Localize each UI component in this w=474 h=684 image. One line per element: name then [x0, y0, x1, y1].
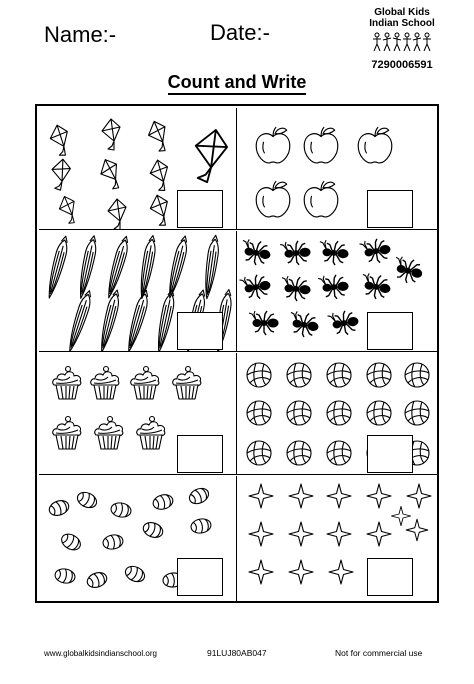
- exercise-cell-balls: [237, 353, 437, 475]
- apple-icon: [304, 181, 338, 217]
- kite-icon: [102, 119, 120, 150]
- apple-icon: [256, 127, 290, 163]
- cupcake-icon: [91, 367, 119, 400]
- star-icon: [406, 519, 428, 541]
- exercise-cell-apples: [237, 108, 437, 230]
- beach-ball-icon: [327, 441, 351, 465]
- egg-icon: [85, 570, 109, 590]
- exercise-cell-cupcakes: [39, 353, 237, 475]
- star-icon: [329, 560, 353, 584]
- answer-box-eggs[interactable]: [177, 558, 223, 596]
- beach-ball-icon: [247, 441, 271, 465]
- answer-box-apples[interactable]: [367, 190, 413, 228]
- cupcake-icon: [173, 367, 201, 400]
- cupcake-icon: [53, 367, 81, 400]
- star-icon: [249, 560, 273, 584]
- worksheet-title: [0, 72, 474, 93]
- okra-icon: [97, 289, 122, 352]
- cupcake-icon: [53, 417, 81, 450]
- okra-icon: [154, 289, 177, 352]
- star-icon: [327, 484, 351, 508]
- okra-icon: [165, 235, 190, 300]
- egg-icon: [152, 493, 175, 512]
- egg-icon: [102, 533, 124, 550]
- ant-icon: [318, 274, 349, 300]
- footer-code: 91LUJ80AB047: [207, 648, 267, 658]
- exercise-cell-ants: [237, 231, 437, 352]
- answer-box-cupcakes[interactable]: [177, 435, 223, 473]
- cupcake-icon: [95, 417, 123, 450]
- kite-icon: [48, 124, 71, 158]
- beach-ball-icon: [287, 363, 311, 387]
- ant-icon: [239, 273, 272, 302]
- beach-ball-icon: [287, 441, 311, 465]
- ant-icon: [239, 238, 272, 267]
- beach-ball-icon: [247, 363, 271, 387]
- ant-icon: [390, 255, 424, 286]
- star-icon: [367, 522, 391, 546]
- star-icon: [367, 484, 391, 508]
- egg-icon: [75, 489, 99, 510]
- answer-box-balls[interactable]: [367, 435, 413, 473]
- school-name-line1: Global Kids: [374, 7, 430, 18]
- answer-box-ants[interactable]: [367, 312, 413, 350]
- school-name: [362, 7, 442, 29]
- kite-icon: [149, 159, 171, 192]
- egg-icon: [187, 485, 211, 506]
- beach-ball-icon: [367, 401, 391, 425]
- beach-ball-icon: [405, 363, 429, 387]
- ant-icon: [280, 240, 311, 266]
- beach-ball-icon: [247, 401, 271, 425]
- exercise-cell-okra: [39, 231, 237, 352]
- okra-icon: [202, 235, 221, 300]
- ant-icon: [318, 240, 349, 266]
- kids-logo-icon: [372, 31, 432, 53]
- egg-icon: [123, 563, 147, 584]
- egg-icon: [47, 498, 71, 518]
- answer-box-stars[interactable]: [367, 558, 413, 596]
- okra-icon: [137, 235, 158, 300]
- beach-ball-icon: [327, 363, 351, 387]
- apple-icon: [256, 181, 290, 217]
- beach-ball-icon: [287, 401, 311, 425]
- egg-icon: [190, 517, 212, 534]
- beach-ball-icon: [367, 363, 391, 387]
- ant-icon: [327, 309, 360, 338]
- beach-ball-icon: [327, 401, 351, 425]
- kite-icon: [108, 199, 126, 230]
- ant-icon: [359, 237, 392, 266]
- egg-icon: [59, 531, 83, 553]
- name-label: Name:-: [44, 22, 117, 47]
- exercise-cell-kites: [39, 108, 237, 230]
- cupcake-icon: [137, 417, 165, 450]
- kite-icon: [57, 194, 80, 225]
- egg-icon: [141, 520, 165, 540]
- star-icon: [289, 484, 313, 508]
- kite-icon: [145, 119, 170, 154]
- school-name-line2: Indian School: [369, 18, 435, 29]
- kite-icon: [97, 157, 125, 192]
- kite-icon: [148, 194, 171, 228]
- star-icon: [249, 522, 273, 546]
- answer-box-kites[interactable]: [177, 190, 223, 228]
- beach-ball-icon: [405, 401, 429, 425]
- okra-icon: [124, 289, 151, 352]
- footer-note: Not for commercial use: [335, 648, 423, 658]
- apple-icon: [304, 127, 338, 163]
- okra-icon: [76, 235, 99, 300]
- answer-box-okra[interactable]: [177, 312, 223, 350]
- star-icon: [289, 522, 313, 546]
- ant-icon: [287, 310, 320, 339]
- star-icon: [289, 560, 313, 584]
- cupcake-icon: [131, 367, 159, 400]
- egg-icon: [110, 501, 132, 518]
- exercise-cell-stars: [237, 476, 437, 601]
- okra-icon: [44, 235, 70, 299]
- date-label: Date:-: [210, 20, 270, 45]
- star-icon: [327, 522, 351, 546]
- school-phone: 7290006591: [371, 59, 433, 71]
- kite-icon: [49, 158, 72, 192]
- star-icon: [407, 484, 431, 508]
- ant-icon: [280, 276, 311, 302]
- kite-icon: [187, 126, 230, 185]
- ant-icon: [359, 272, 392, 301]
- worksheet-title-text: Count and Write: [168, 72, 307, 95]
- okra-icon: [65, 289, 94, 352]
- exercise-grid: [35, 104, 439, 603]
- exercise-cell-eggs: [39, 476, 237, 601]
- egg-icon: [54, 567, 76, 584]
- ant-icon: [249, 311, 278, 335]
- footer-website: www.globalkidsindianschool.org: [44, 649, 157, 658]
- star-icon: [391, 506, 410, 525]
- star-icon: [249, 484, 273, 508]
- apple-icon: [358, 127, 392, 163]
